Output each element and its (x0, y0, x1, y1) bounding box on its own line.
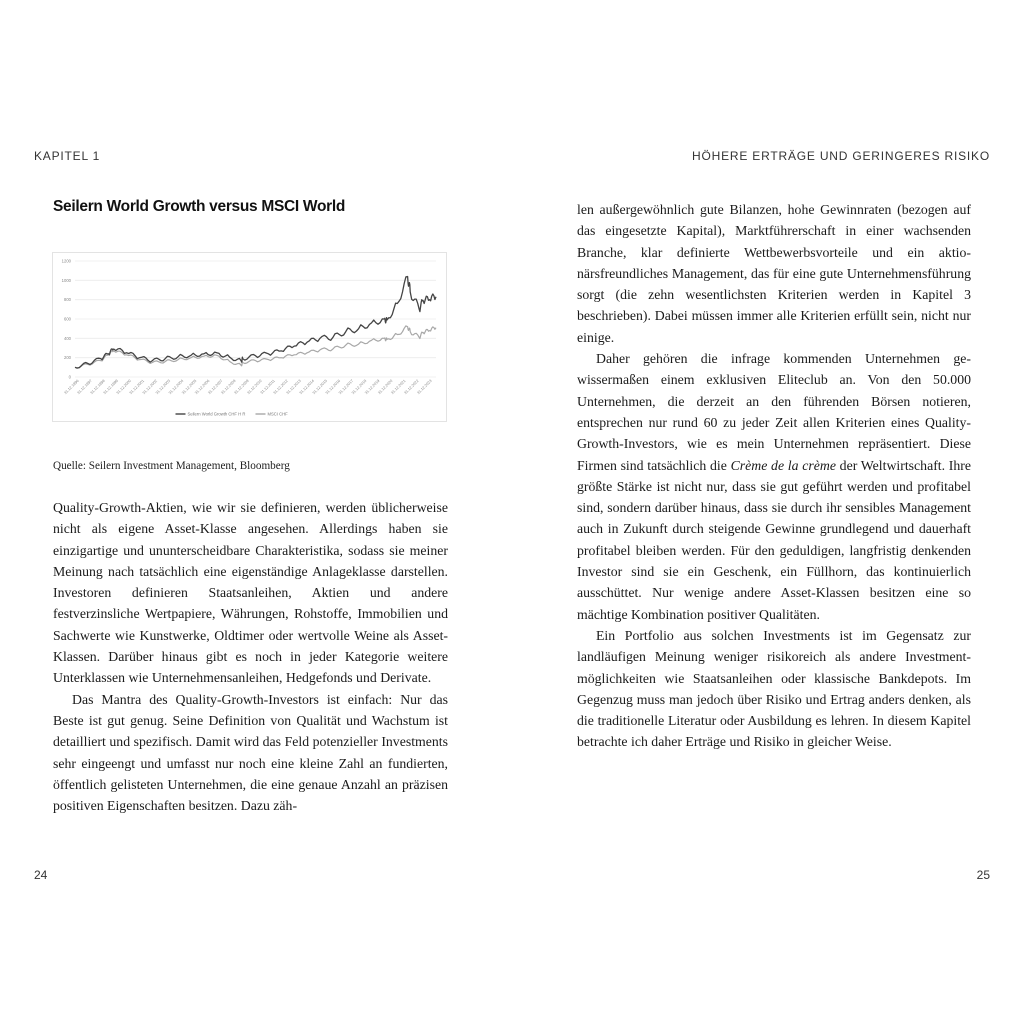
x-tick-label: 31.12.2003 (154, 378, 172, 396)
x-tick-label: 31.12.2017 (337, 378, 355, 396)
paragraph: Quality-Growth-Aktien, wie wir sie definieren, werden üblicherweise nicht als eigene Asset-Klasse angesehen. Allerdings haben sie einzigartige und ununterscheidbare Charakteristika, sodass sie meiner Meinung nach tatsächlich eine eigenständige Anlageklasse darstellen. Investoren definieren Staatsanleihen, Aktien und andere festverzinsliche Wertpapiere, Währungen, Rohstoffe, Immobilien und Sachwerte wie Kunstwerke, Oldtimer oder wertvolle Weine als Asset-Klassen. Darüber hinaus gibt es noch in jeder Kategorie weitere Unterklassen wie Unternehmensanleihen, Hedgefonds und Derivate. (53, 500, 448, 686)
emphasis-text: Crème de la crème (730, 457, 836, 473)
page-number-left: 24 (34, 868, 48, 882)
y-tick-label: 600 (64, 316, 71, 322)
x-tick-label: 31.12.2012 (272, 378, 289, 396)
page-number-right: 25 (976, 868, 990, 882)
x-tick-label: 31.12.2005 (181, 378, 198, 396)
x-tick-label: 31.12.2015 (311, 378, 329, 396)
paragraph: len außergewöhnlich gute Bilanzen, hohe Gewinnraten (bezogen auf das eingesetzte Kapital), Marktführerschaft in einer wachsenden Branche, klar definierte Wettbewerbsvorteile und ein aktionärsfreundliches Management, das für eine gute Unternehmensführung sorgt (die zehn wesentlichsten Kriterien werden in Kapitel 3 beschrieben). Dabei müssen immer alle Kriterien erfüllt sein, nicht nur einige. (577, 202, 971, 345)
paragraph: Ein Portfolio aus solchen Investments ist im Gegensatz zur landläufigen Meinung weniger risikoreich als andere Investmentmöglichkeiten wie Staatsanleihen oder klassische Bankdepots. Im Gegenzug muss man jedoch über Risiko und Ertrag anders denken, als die traditionelle Literatur oder Ausbildung es lehren. In diesem Kapitel betrachte ich daher Erträge und Risiko in gleicher Weise. (577, 627, 971, 750)
figure-title: Seilern World Growth versus MSCI World (53, 198, 346, 215)
series-line (75, 277, 436, 369)
x-tick-label: 31.12.2018 (351, 378, 368, 396)
legend-label: Seilern World Growth CHF H R (187, 411, 246, 417)
legend-label: MSCI CHF (267, 411, 288, 417)
x-tick-label: 31.12.1997 (76, 378, 93, 396)
line-chart (53, 253, 446, 421)
x-tick-label: 31.12.2006 (194, 378, 211, 396)
x-tick-label: 31.12.2022 (403, 378, 420, 396)
x-tick-label: 31.12.1999 (102, 378, 119, 396)
y-tick-label: 0 (68, 374, 71, 380)
right-column-text (577, 199, 971, 753)
paragraph (577, 348, 971, 625)
x-tick-label: 31.12.2007 (207, 378, 224, 396)
paragraph-text: Daher gehören die infrage kommenden Unternehmen gewissermaßen einem exklusiven Eliteclub an. Von den 50.000 Unternehmen, die derzeit an den führenden Börsen notieren, entsprechen nur rund 60 zu jeder Zeit allen Kriterien eines Quality-Growth-Investors, wie es mein Unternehmen repräsentiert. Diese Firmen sind tatsächlich die (577, 351, 971, 473)
x-tick-label: 31.12.2014 (298, 378, 316, 396)
x-tick-label: 31.12.2008 (220, 378, 237, 396)
x-tick-label: 31.12.2011 (259, 378, 276, 395)
y-tick-label: 1200 (61, 258, 71, 264)
y-tick-label: 800 (64, 297, 71, 303)
y-tick-label: 400 (64, 335, 71, 341)
x-tick-label: 31.12.2001 (128, 378, 146, 396)
paragraph: Das Mantra des Quality-Growth-Investors ist einfach: Nur das Beste ist gut genug. Seine Definition von Qualität und Wachstum ist detailliert und spezifisch. Damit wird das Feld potenzieller Investments sehr eingeengt und umfasst nur noch eine kleine Zahl an fundierten, öffentlich gelisteten Unternehmen, die eine genaue Anzahl an präzisen positiven Eigenschaften besitzen. Dazu zäh- (53, 691, 448, 814)
x-tick-label: 31.12.2020 (377, 378, 394, 396)
y-tick-label: 1000 (61, 277, 71, 283)
running-head-left: KAPITEL 1 (34, 149, 101, 163)
x-tick-label: 31.12.2016 (324, 378, 342, 396)
x-tick-label: 31.12.1996 (63, 378, 80, 396)
x-tick-label: 31.12.2009 (233, 378, 250, 396)
x-tick-label: 31.12.2000 (115, 378, 133, 396)
x-tick-label: 31.12.2010 (246, 378, 263, 396)
left-column-text (53, 497, 448, 816)
x-tick-label: 31.12.2021 (390, 378, 407, 396)
x-tick-label: 31.12.2013 (285, 378, 302, 396)
x-tick-label: 31.12.2002 (141, 378, 159, 396)
x-tick-label: 31.12.1998 (89, 378, 106, 396)
y-tick-label: 200 (64, 355, 71, 361)
series-line (75, 326, 436, 368)
paragraph-text: der Weltwirtschaft. Ihre größte Stärke ist nicht nur, dass sie gut geführt werden und profitabel sind, sondern darüber hinaus, dass sie durch ihr sensibles Management auch in Zukunft durch steigende Gewinne grundlegend und dauerhaft profitabel bleiben werden. Für den geduldigen, langfristig denkenden Investor sind sie ein Geschenk, ein Füllhorn, das kontinuierlich ausschüttet. Nur wenige andere Asset-Klassen besitzen eine so mächtige Kombination positiver Qualitäten. (577, 457, 971, 622)
x-tick-label: 31.12.2004 (168, 378, 185, 396)
x-tick-label: 31.12.2019 (364, 378, 381, 396)
x-tick-label: 31.12.2023 (416, 378, 433, 396)
figure-source: Quelle: Seilern Investment Management, Bloomberg (53, 460, 290, 472)
chart (52, 252, 447, 422)
running-head-right: HÖHERE ERTRÄGE UND GERINGERES RISIKO (692, 149, 990, 163)
